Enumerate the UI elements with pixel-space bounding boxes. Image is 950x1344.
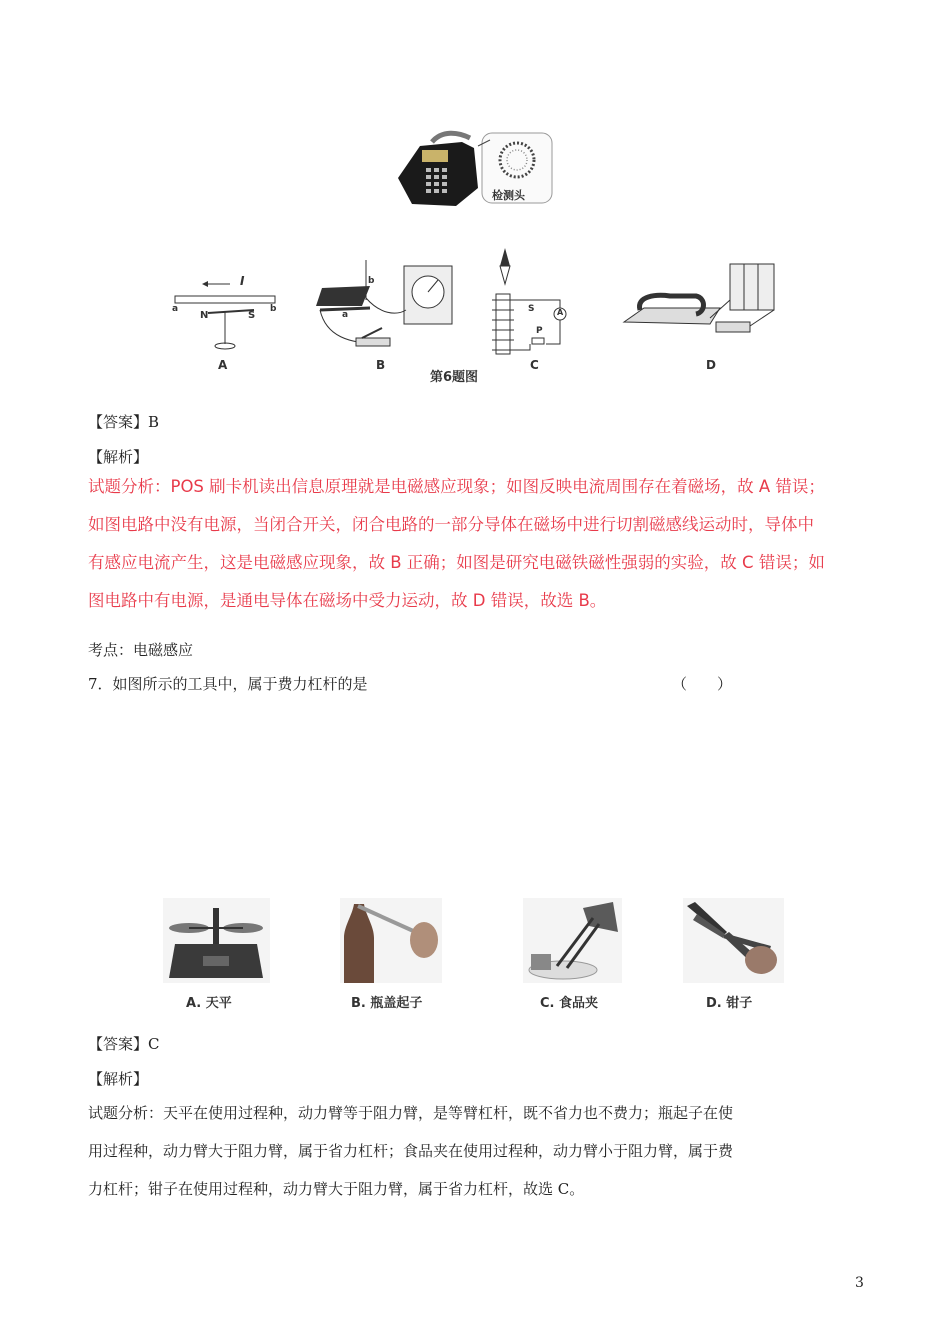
diagram-a-current-label: I [240, 274, 245, 288]
q7-analysis-line-2: 用过程种，动力臂大于阻力臂，属于省力杠杆；食品夹在使用过程种，动力臂小于阻力臂，属于费 [88, 1142, 734, 1160]
pliers-image [683, 898, 784, 983]
q7-answer-bracket: （ ） [672, 675, 733, 693]
q6-experiment-figure [170, 240, 790, 385]
caption-pliers: D. 钳子 [706, 996, 753, 1011]
q6-analysis-line-4: 图电路中有电源，是通电导体在磁场中受力运动，故 D 错误，故选 B。 [88, 591, 607, 610]
diagram-a-right-end-label: b [270, 304, 277, 314]
q7-answer: 【答案】C [88, 1035, 160, 1053]
balance-scale-image [163, 898, 270, 983]
diagram-label-d: D [706, 358, 716, 372]
bottle-opener-image [340, 898, 442, 983]
q6-kaodian: 考点：电磁感应 [88, 641, 194, 659]
bottle-opener-icon [340, 898, 442, 983]
page-number: 3 [855, 1275, 864, 1291]
diagram-b-a-label: a [342, 310, 349, 320]
diagram-c-p-label: P [536, 326, 543, 336]
balance-scale-icon [163, 898, 270, 983]
caption-food-tongs: C. 食品夹 [540, 996, 599, 1011]
food-tongs-icon [523, 898, 622, 983]
q6-analysis-title: 【解析】 [88, 448, 149, 466]
pos-machine-drawing [392, 128, 560, 208]
q6-analysis-line-1: 试题分析：POS 刷卡机读出信息原理就是电磁感应现象；如图反映电流周围存在着磁场，故 A 错误； [88, 477, 825, 496]
pos-detector-label: 检测头 [492, 189, 525, 202]
diagram-c-s-label: S [528, 304, 535, 314]
diagram-a-north-label: N [200, 310, 209, 321]
q6-analysis-line-2: 如图电路中没有电源，当闭合开关，闭合电路的一部分导体在磁场中进行切割磁感线运动时，导体中 [88, 515, 814, 534]
diagram-label-a: A [218, 358, 228, 372]
q7-question: 7．如图所示的工具中，属于费力杠杆的是 [88, 675, 368, 693]
q6-analysis-line-3: 有感应电流产生，这是电磁感应现象，故 B 正确；如图是研究电磁铁磁性强弱的实验，故 C 错误；如 [88, 553, 825, 572]
caption-balance: A. 天平 [186, 996, 232, 1011]
figure-6-title: 第6题图 [430, 370, 479, 385]
diagram-label-c: C [530, 358, 539, 372]
q7-analysis-line-3: 力杠杆；钳子在使用过程种，动力臂大于阻力臂，属于省力杠杆，故选 C。 [88, 1180, 585, 1198]
diagram-b-b-label: b [368, 276, 375, 286]
pos-machine-figure [392, 128, 560, 208]
q6-diagrams [170, 240, 790, 385]
food-tongs-image [523, 898, 622, 983]
q7-analysis-title: 【解析】 [88, 1070, 149, 1088]
diagram-c-ammeter-label: A [557, 308, 564, 317]
diagram-a-south-label: S [248, 310, 256, 321]
q7-analysis-line-1: 试题分析：天平在使用过程种，动力臂等于阻力臂，是等臂杠杆，既不省力也不费力；瓶起子在使 [88, 1104, 734, 1122]
caption-bottle-opener: B. 瓶盖起子 [351, 996, 423, 1011]
q6-answer: 【答案】B [88, 413, 160, 431]
diagram-a-left-end-label: a [172, 304, 179, 314]
diagram-label-b: B [376, 358, 386, 372]
pliers-icon [683, 898, 784, 983]
